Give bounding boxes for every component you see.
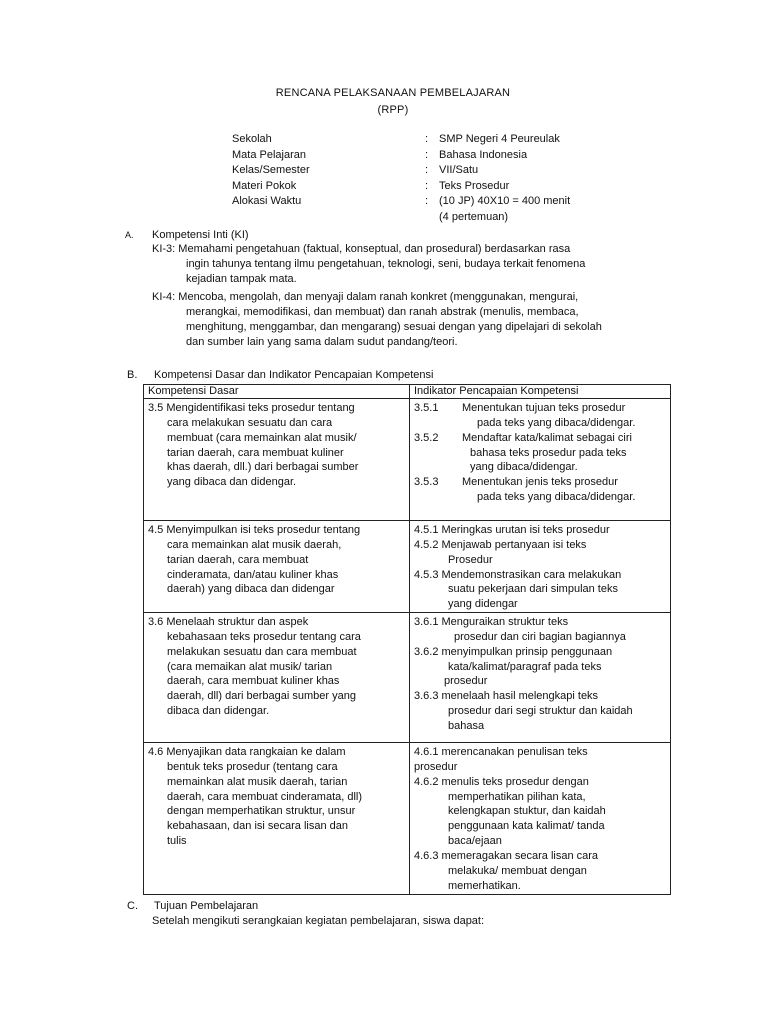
indicator-line: 3.6.3 menelaah hasil melengkapi teks (414, 690, 599, 703)
kd-line: daerah, cara membuat cinderamata, dll) (167, 790, 363, 803)
indicator-cell (410, 613, 671, 743)
identity-value: Bahasa Indonesia (439, 148, 528, 161)
identity-row (232, 194, 570, 210)
indicator-item (414, 431, 666, 446)
kd-line: tarian daerah, cara membuat (167, 553, 309, 566)
indicator-line: memerhatikan. (448, 879, 521, 892)
indicator-line: 4.6.3 memeragakan secara lisan cara (414, 849, 599, 862)
indicator-line: bahasa (448, 719, 485, 732)
kd-line: cinderamata, dan/atau kuliner khas (167, 568, 339, 581)
identity-colon: : (425, 179, 429, 192)
identity-value: (10 JP) 40X10 = 400 menit (439, 195, 571, 207)
kd-line: khas daerah, dll.) dari berbagai sumber (167, 461, 359, 474)
kd-cell (144, 521, 410, 613)
kd-line: daerah) yang dibaca dan didengar (167, 583, 335, 596)
indicator-number: 3.5.3 (414, 476, 439, 489)
table-header-row (144, 385, 671, 399)
identity-value: VII/Satu (439, 164, 479, 176)
indicator-item (414, 399, 666, 416)
ki-line: merangkai, memodifikasi, dan membuat) dan ranah abstrak (menulis, membaca, (186, 305, 579, 318)
indicator-line: prosedur dan ciri bagian bagiannya (454, 630, 626, 643)
kd-line: cara melakukan sesuatu dan cara (167, 416, 333, 429)
kd-line: 3.6 Menelaah struktur dan aspek (148, 616, 309, 629)
section-b-heading (127, 368, 433, 383)
indicator-line: yang didengar (448, 598, 518, 611)
indicator-line: baca/ejaan (448, 835, 502, 848)
indicator-line: melakuka/ membuat dengan (448, 864, 587, 877)
indicator-line: bahasa teks prosedur pada teks (470, 446, 627, 459)
kd-cell (144, 399, 410, 521)
ki-line: KI-3: Memahami pengetahuan (faktual, konseptual, dan prosedural) berdasarkan rasa (152, 243, 571, 255)
indicator-line: 4.6.1 merencanakan penulisan teks (414, 746, 588, 759)
kd-line: cara memainkan alat musik daerah, (167, 538, 342, 551)
indicator-line: 4.5.2 Menjawab pertanyaan isi teks (414, 538, 587, 551)
section-letter: C. (127, 900, 138, 912)
kd-line: memainkan alat musik daerah, tarian (167, 775, 348, 788)
kd-line: dibaca dan didengar. (167, 705, 270, 718)
identity-label: Alokasi Waktu (232, 195, 302, 207)
indicator-item (414, 475, 666, 490)
table-row (144, 743, 671, 894)
table-row (144, 613, 671, 743)
ki3-paragraph (152, 242, 662, 287)
identity-label: Kelas/Semester (232, 164, 310, 176)
doc-subtitle: (RPP) (377, 104, 409, 116)
indicator-line: Prosedur (448, 553, 493, 566)
indicator-line: prosedur (444, 675, 488, 688)
kd-line: melakukan sesuatu dan cara membuat (167, 645, 357, 658)
indicator-line: Menentukan jenis teks prosedur (462, 476, 618, 489)
column-header: Indikator Pencapaian Kompetensi (410, 385, 671, 399)
section-c-heading (127, 899, 258, 914)
identity-colon: : (425, 148, 429, 161)
indicator-line: pada teks yang dibaca/didengar. (477, 416, 636, 429)
kd-line: tarian daerah, cara membuat kuliner (167, 446, 344, 459)
column-header: Kompetensi Dasar (144, 385, 410, 399)
indicator-line: pada teks yang dibaca/didengar. (477, 491, 636, 504)
identity-value: Teks Prosedur (439, 179, 510, 192)
doc-title: RENCANA PELAKSANAAN PEMBELAJARAN (275, 87, 511, 99)
identity-row (232, 210, 570, 226)
section-letter: A. (125, 230, 134, 240)
kd-line: yang dibaca dan didengar. (167, 476, 297, 489)
ki-line: dan sumber lain yang sama dalam sudut pandang/teori. (186, 335, 458, 348)
kd-line: daerah, cara membuat kuliner khas (167, 675, 340, 688)
identity-row (232, 148, 570, 164)
indicator-line: prosedur (414, 760, 458, 773)
indicator-cell (410, 521, 671, 613)
indicator-line: memperhatikan pilihan kata, (448, 790, 586, 803)
kd-line: 3.5 Mengidentifikasi teks prosedur tentang (148, 402, 355, 414)
identity-colon: : (425, 164, 429, 176)
indicator-line: 4.5.3 Mendemonstrasikan cara melakukan (414, 568, 622, 581)
identity-colon: : (425, 133, 429, 145)
kd-line: kebahasaan teks prosedur tentang cara (167, 630, 361, 643)
identity-extra: (4 pertemuan) (439, 210, 509, 223)
identity-label: Sekolah (232, 133, 272, 145)
indicator-line: 4.6.2 menulis teks prosedur dengan (414, 775, 589, 788)
kd-line: daerah, dll) dari berbagai sumber yang (167, 690, 356, 703)
kd-line: 4.6 Menyajikan data rangkaian ke dalam (148, 746, 346, 759)
section-title: Kompetensi Dasar dan Indikator Pencapaian Kompetensi (154, 369, 434, 381)
table-row (144, 521, 671, 613)
section-title: Kompetensi Inti (KI) (152, 229, 249, 241)
kd-line: kebahasaan, dan isi secara lisan dan (167, 820, 349, 833)
indicator-number: 3.5.1 (414, 402, 439, 414)
ki-line: ingin tahunya tentang ilmu pengetahuan, teknologi, seni, budaya terkait fenomena (186, 257, 586, 270)
indicator-line: 4.5.1 Meringkas urutan isi teks prosedur (414, 524, 610, 536)
kd-line: dengan memperhatikan struktur, unsur (167, 805, 356, 818)
kd-line: tulis (167, 835, 187, 848)
kd-line: bentuk teks prosedur (tentang cara (167, 760, 338, 773)
ki-line: kejadian tampak mata. (186, 272, 297, 285)
section-title: Tujuan Pembelajaran (154, 900, 259, 912)
indicator-line: kata/kalimat/paragraf pada teks (448, 660, 602, 673)
section-a-heading (125, 228, 249, 243)
kd-cell (144, 613, 410, 743)
ki-line: KI-4: Mencoba, mengolah, dan menyaji dalam ranah konkret (menggunakan, mengurai, (152, 291, 579, 303)
identity-row (232, 179, 570, 195)
indicator-line: kelengkapan stuktur, dan kaidah (448, 805, 606, 818)
identity-label: Mata Pelajaran (232, 148, 306, 161)
section-letter: B. (127, 369, 138, 381)
identity-value: SMP Negeri 4 Peureulak (439, 133, 560, 145)
indicator-line: Menentukan tujuan teks prosedur (462, 402, 626, 414)
kd-line: (cara memaikan alat musik/ tarian (167, 660, 333, 673)
indicator-line: Mendaftar kata/kalimat sebagai ciri (462, 431, 632, 444)
identity-label: Materi Pokok (232, 179, 297, 192)
indicator-line: penggunaan kata kalimat/ tanda (448, 820, 605, 833)
table-row (144, 399, 671, 521)
kd-line: 4.5 Menyimpulkan isi teks prosedur tentang (148, 524, 361, 536)
tujuan-intro: Setelah mengikuti serangkaian kegiatan pembelajaran, siswa dapat: (152, 915, 485, 927)
ki4-paragraph (152, 290, 662, 349)
kd-line: membuat (cara memainkan alat musik/ (167, 431, 357, 444)
identity-colon: : (425, 195, 429, 207)
indicator-number: 3.5.2 (414, 431, 439, 444)
indicator-line: yang dibaca/didengar. (470, 461, 578, 474)
ki-line: menghitung, menggambar, dan mengarang) sesuai dengan yang dipelajari di sekolah (186, 320, 602, 333)
identity-row (232, 132, 570, 148)
indicator-line: prosedur dari segi struktur dan kaidah (448, 705, 633, 718)
indicator-cell (410, 743, 671, 894)
competency-table (143, 384, 671, 895)
indicator-line: 3.6.1 Menguraikan struktur teks (414, 616, 569, 629)
kd-cell (144, 743, 410, 894)
identity-block (232, 132, 570, 225)
identity-row (232, 163, 570, 179)
indicator-cell (410, 399, 671, 521)
indicator-line: suatu pekerjaan dari simpulan teks (448, 583, 618, 596)
indicator-line: 3.6.2 menyimpulkan prinsip penggunaan (414, 645, 613, 658)
